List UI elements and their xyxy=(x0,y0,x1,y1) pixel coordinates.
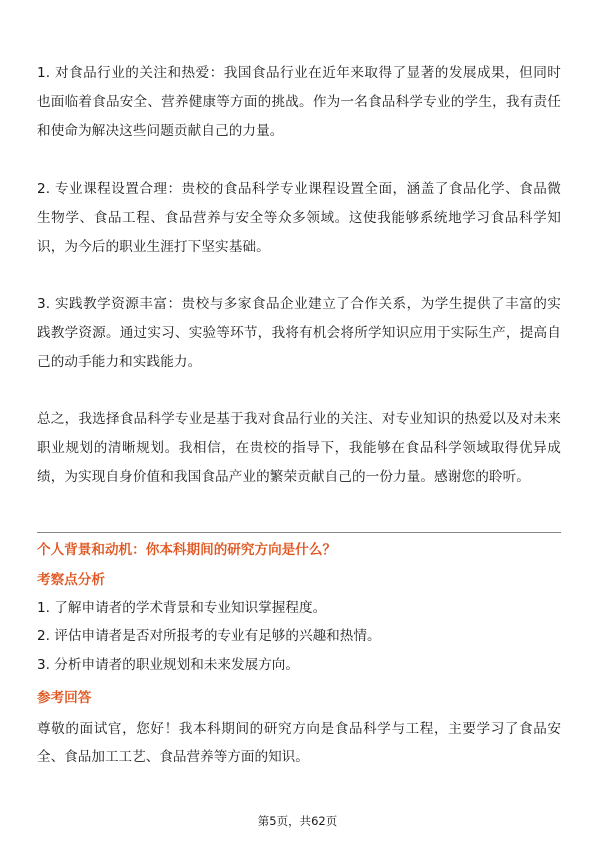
paragraph-curriculum: 2. 专业课程设置合理：贵校的食品科学专业课程设置全面，涵盖了食品化学、食品微生物学、食品工程、食品营养与安全等众多领域。这使我能够系统地学习食品科学知识，为今后的职业生涯打下坚实基础。 xyxy=(37,181,561,255)
analysis-item: 1. 了解申请者的学术背景和专业知识掌握程度。 xyxy=(37,600,327,616)
document-page xyxy=(37,0,561,842)
analysis-item: 3. 分析申请者的职业规划和未来发展方向。 xyxy=(37,657,299,673)
reference-answer: 尊敬的面试官，您好！我本科期间的研究方向是食品科学与工程，主要学习了食品安全、食品加工工艺、食品营养等方面的知识。 xyxy=(37,721,561,765)
question-heading: 个人背景和动机：你本科期间的研究方向是什么？ xyxy=(37,542,337,558)
analysis-heading: 考察点分析 xyxy=(37,572,105,588)
paragraph-practice: 3. 实践教学资源丰富：贵校与多家食品企业建立了合作关系，为学生提供了丰富的实践教学资源。通过实习、实验等环节，我将有机会将所学知识应用于实际生产，提高自己的动手能力和实践能力。 xyxy=(37,296,561,370)
analysis-item: 2. 评估申请者是否对所报考的专业有足够的兴趣和热情。 xyxy=(37,628,381,644)
page-number: 第5页，共62页 xyxy=(257,814,338,828)
paragraph-conclusion: 总之，我选择食品科学专业是基于我对食品行业的关注、对专业知识的热爱以及对未来职业规划的清晰规划。我相信，在贵校的指导下，我能够在食品科学领域取得优异成绩，为实现自身价值和我国食品产业的繁荣贡献自己的一份力量。感谢您的聆听。 xyxy=(37,411,561,485)
reference-heading: 参考回答 xyxy=(37,690,92,706)
section-divider xyxy=(37,532,561,533)
paragraph-interest: 1. 对食品行业的关注和热爱：我国食品行业在近年来取得了显著的发展成果，但同时也面临着食品安全、营养健康等方面的挑战。作为一名食品科学专业的学生，我有责任和使命为解决这些问题贡献自己的力量。 xyxy=(37,65,561,139)
